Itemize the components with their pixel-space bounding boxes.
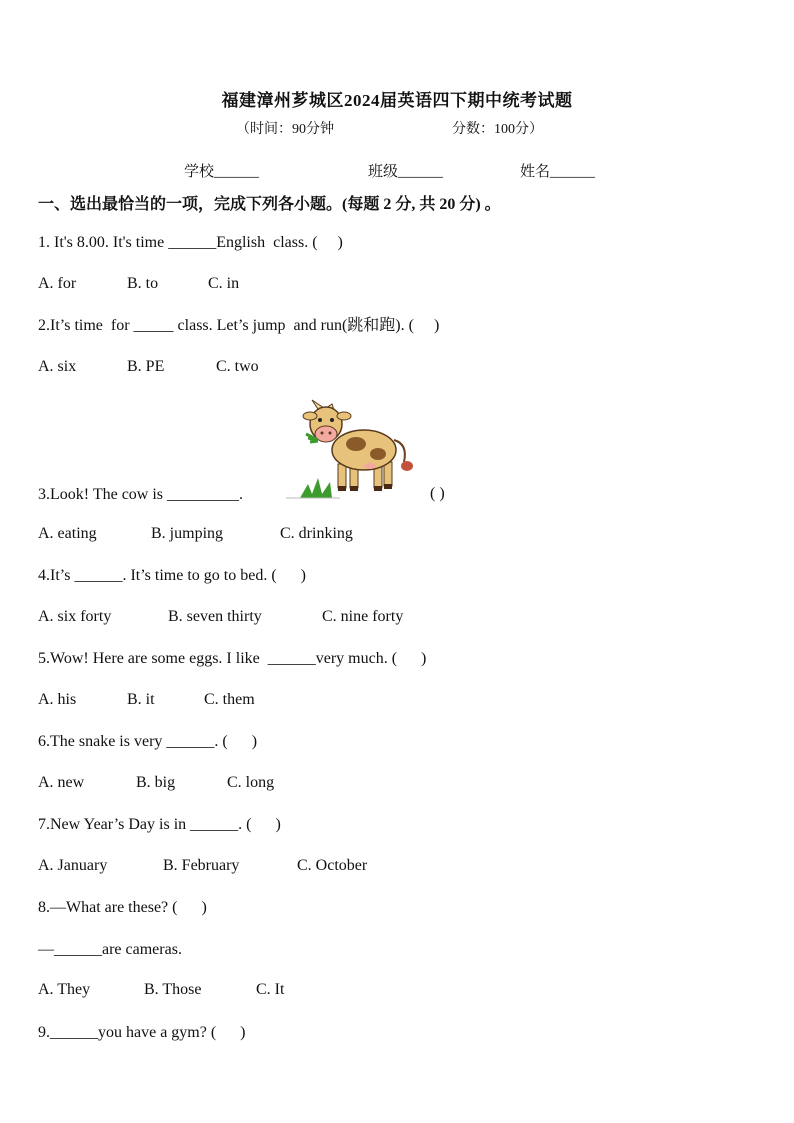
question-7: 7.New Year’s Day is in ______. ( ) [38,816,281,833]
q3-option-b: B. jumping [151,525,224,542]
q2-option-c: C. two [216,358,259,375]
question-2: 2.It’s time for _____ class. Let’s jump and run(跳和跑). ( ) [38,317,440,334]
q8-option-c: C. It [256,981,285,998]
q4-option-c: C. nine forty [322,608,404,625]
q3-answer-paren: ( ) [430,485,445,502]
q1-option-c: C. in [208,275,240,292]
exam-score: 分数：100分） [452,122,543,137]
q2-option-a: A. six [38,358,77,375]
question-4: 4.It’s ______. It’s time to go to bed. ( ) [38,567,306,584]
q6-option-b: B. big [136,774,176,791]
q1-option-b: B. to [127,275,159,292]
q5-option-b: B. it [127,691,155,708]
section-heading: 一、选出最恰当的一项，完成下列各小题。(每题 2 分, 共 20 分) 。 [38,196,501,213]
q1-option-a: A. for [38,275,77,292]
q7-option-a: A. January [38,857,108,874]
question-9: 9.______you have a gym? ( ) [38,1024,246,1041]
question-3: 3.Look! The cow is _________. [38,486,244,503]
school-field: 学校______ [184,164,260,180]
q5-option-c: C. them [204,691,255,708]
page-title: 福建漳州芗城区2024届英语四下期中统考试题 [221,91,573,110]
q3-option-a: A. eating [38,525,97,542]
q4-option-a: A. six forty [38,608,112,625]
q4-option-b: B. seven thirty [168,608,262,625]
q7-option-b: B. February [163,857,240,874]
class-field: 班级______ [368,164,444,180]
exam-time: （时间：90分钟 [236,122,334,137]
cow-illustration [286,394,420,502]
question-8-reply: —______are cameras. [38,941,182,958]
q3-option-c: C. drinking [280,525,353,542]
q7-option-c: C. October [297,857,368,874]
question-1: 1. It's 8.00. It's time ______English class. ( ) [38,234,343,251]
question-8: 8.—What are these? ( ) [38,899,207,916]
question-5: 5.Wow! Here are some eggs. I like ______very much. ( ) [38,650,427,667]
name-field: 姓名______ [520,164,596,180]
q2-option-b: B. PE [127,358,165,375]
q6-option-c: C. long [227,774,275,791]
q5-option-a: A. his [38,691,77,708]
q8-option-b: B. Those [144,981,202,998]
q6-option-a: A. new [38,774,85,791]
question-6: 6.The snake is very ______. ( ) [38,733,258,750]
q8-option-a: A. They [38,981,91,998]
